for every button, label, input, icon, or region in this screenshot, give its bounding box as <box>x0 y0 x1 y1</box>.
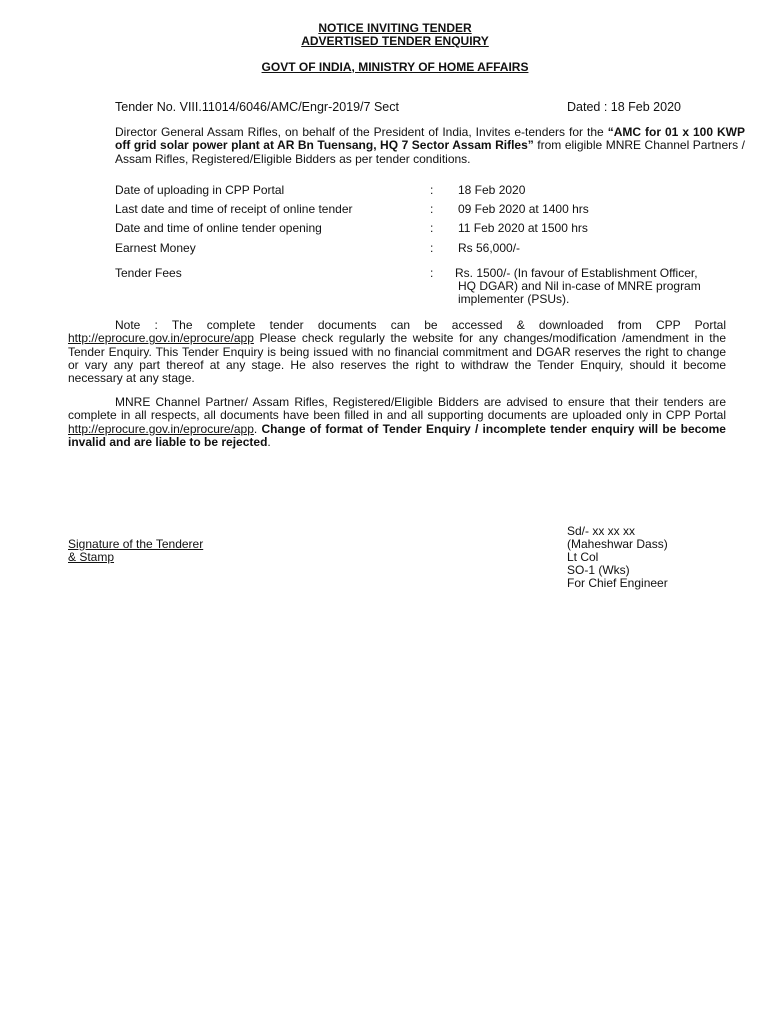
detail-value: Rs 56,000/- <box>458 241 521 255</box>
detail-colon: : <box>430 202 434 216</box>
notice-title: NOTICE INVITING TENDER <box>318 21 472 35</box>
detail-label: Earnest Money <box>115 241 196 255</box>
detail-label: Tender Fees <box>115 266 182 280</box>
detail-colon: : <box>430 221 434 235</box>
officer-line: For Chief Engineer <box>567 576 668 590</box>
tender-number: Tender No. VIII.11014/6046/AMC/Engr-2019/7 Sect <box>115 100 399 114</box>
detail-value: 09 Feb 2020 at 1400 hrs <box>458 202 589 216</box>
detail-label: Date and time of online tender opening <box>115 221 322 235</box>
intro-text: Director General Assam Rifles, on behalf of the President of India, Invites e-tenders for the <box>115 125 608 139</box>
detail-value: Rs. 1500/- (In favour of Establishment Officer, <box>455 266 698 280</box>
detail-value: HQ DGAR) and Nil in-case of MNRE program <box>458 279 701 293</box>
tenderer-signature-label: Signature of the Tenderer <box>68 537 204 551</box>
advice-text-mid: . <box>253 421 262 436</box>
cpp-portal-link[interactable]: http://eprocure.gov.in/eprocure/app <box>68 331 254 346</box>
note-text: Note : The complete tender documents can be accessed & downloaded from CPP Portal <box>115 318 726 332</box>
enquiry-title: ADVERTISED TENDER ENQUIRY <box>301 34 489 48</box>
tender-date: Dated : 18 Feb 2020 <box>567 100 681 114</box>
detail-value: implementer (PSUs). <box>458 292 570 306</box>
intro-bold-subject: “AMC for 01 x 100 KWP off grid solar power plant at AR Bn Tuensang, HQ 7 Sector Assam Rifles” <box>115 125 745 153</box>
officer-line: SO-1 (Wks) <box>567 563 630 577</box>
cpp-portal-link[interactable]: http://eprocure.gov.in/eprocure/app <box>68 421 254 436</box>
officer-line: (Maheshwar Dass) <box>567 537 668 551</box>
detail-value: 18 Feb 2020 <box>458 183 526 197</box>
detail-colon: : <box>430 241 434 255</box>
detail-label: Last date and time of receipt of online tender <box>115 202 353 216</box>
advice-paragraph <box>68 396 726 449</box>
detail-colon: : <box>430 266 434 280</box>
intro-paragraph <box>115 126 745 166</box>
ministry-heading: GOVT OF INDIA, MINISTRY OF HOME AFFAIRS <box>261 60 529 74</box>
intro-text-end: from eligible MNRE Channel Partners / Assam Rifles, Registered/Eligible Bidders as per tender conditions. <box>115 138 745 166</box>
detail-label: Date of uploading in CPP Portal <box>115 183 285 197</box>
officer-line: Lt Col <box>567 550 599 564</box>
advice-text-end: . <box>267 434 271 449</box>
note-paragraph <box>68 319 726 385</box>
detail-value: 11 Feb 2020 at 1500 hrs <box>458 221 588 235</box>
advice-warning: Change of format of Tender Enquiry / incomplete tender enquiry will be become invalid and are liable to be rejected <box>68 421 726 449</box>
advice-text: MNRE Channel Partner/ Assam Rifles, Registered/Eligible Bidders are advised to ensure that their tenders are complete in all respects, all documents have been filled in and all supporting documents are uploaded only in CPP Portal <box>68 395 726 423</box>
tenderer-stamp-label: & Stamp <box>68 550 115 564</box>
officer-line: Sd/- xx xx xx <box>567 524 636 538</box>
detail-colon: : <box>430 183 434 197</box>
note-text-end: Please check regularly the website for any changes/modification /amendment in the Tender Enquiry. This Tender Enquiry is being issued with no financial commitment and DGAR reserves the right to change or vary any part thereof at any stage. He also reserves the right to withdraw the Tender Enquiry, should it become necessary at any stage. <box>68 331 726 386</box>
